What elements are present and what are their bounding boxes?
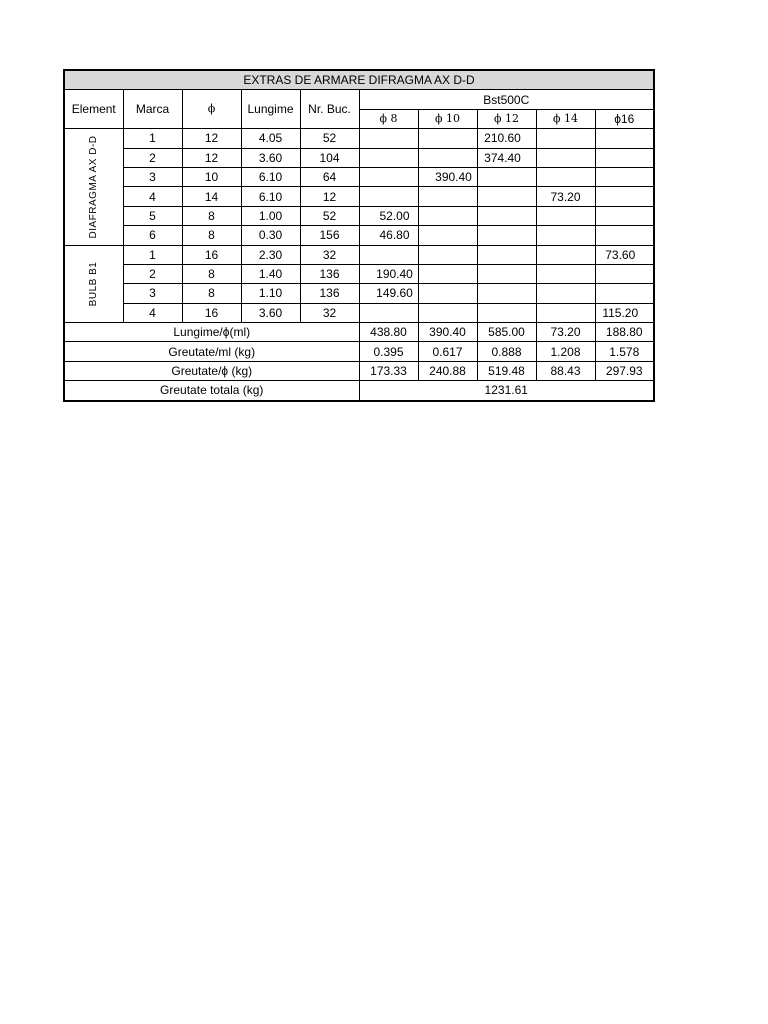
cell-phi: 12 — [182, 148, 241, 167]
cell-nr-buc: 32 — [300, 303, 359, 322]
cell-nr-buc: 52 — [300, 129, 359, 148]
summary-row — [64, 342, 654, 361]
cell-diameter-length — [359, 167, 418, 186]
header-lungime: Lungime — [241, 90, 300, 129]
table-row — [64, 303, 654, 322]
summary-value: 0.395 — [359, 342, 418, 361]
cell-diameter-length: 374.40 — [477, 148, 536, 167]
cell-phi: 10 — [182, 167, 241, 186]
cell-diameter-length — [536, 167, 595, 186]
table-row — [64, 167, 654, 186]
cell-diameter-length: 149.60 — [359, 284, 418, 303]
cell-diameter-length — [418, 148, 477, 167]
cell-diameter-length — [418, 187, 477, 206]
cell-nr-buc: 32 — [300, 245, 359, 264]
summary-value: 519.48 — [477, 361, 536, 380]
cell-nr-buc: 136 — [300, 264, 359, 283]
cell-diameter-length — [536, 264, 595, 283]
cell-marca: 4 — [123, 303, 182, 322]
table-body — [64, 129, 654, 323]
cell-diameter-length — [595, 264, 654, 283]
cell-phi: 8 — [182, 284, 241, 303]
total-row — [64, 381, 654, 401]
cell-diameter-length — [418, 264, 477, 283]
table-summary — [64, 323, 654, 401]
cell-diameter-length — [477, 167, 536, 186]
table-row — [64, 206, 654, 225]
cell-diameter-length — [477, 284, 536, 303]
cell-diameter-length: 46.80 — [359, 226, 418, 245]
cell-diameter-length: 73.20 — [536, 187, 595, 206]
cell-diameter-length — [359, 245, 418, 264]
summary-value: 173.33 — [359, 361, 418, 380]
summary-value: 0.617 — [418, 342, 477, 361]
cell-lungime: 3.60 — [241, 303, 300, 322]
element-group-label — [64, 245, 123, 323]
table-row — [64, 284, 654, 303]
cell-diameter-length: 52.00 — [359, 206, 418, 225]
cell-phi: 8 — [182, 264, 241, 283]
cell-lungime: 4.05 — [241, 129, 300, 148]
cell-phi: 8 — [182, 226, 241, 245]
cell-phi: 8 — [182, 206, 241, 225]
cell-diameter-length — [595, 226, 654, 245]
cell-marca: 6 — [123, 226, 182, 245]
cell-lungime: 6.10 — [241, 187, 300, 206]
element-group-label — [64, 129, 123, 245]
header-diameter: ϕ16 — [595, 109, 654, 128]
cell-diameter-length — [477, 303, 536, 322]
cell-diameter-length: 210.60 — [477, 129, 536, 148]
summary-value: 585.00 — [477, 323, 536, 342]
cell-diameter-length — [418, 206, 477, 225]
cell-lungime: 1.40 — [241, 264, 300, 283]
summary-label: Lungime/ϕ(ml) — [64, 323, 359, 342]
cell-diameter-length — [477, 264, 536, 283]
cell-phi: 16 — [182, 303, 241, 322]
cell-diameter-length — [477, 226, 536, 245]
cell-diameter-length — [595, 167, 654, 186]
cell-marca: 2 — [123, 148, 182, 167]
cell-diameter-length — [536, 226, 595, 245]
cell-lungime: 3.60 — [241, 148, 300, 167]
table-row — [64, 129, 654, 148]
cell-diameter-length — [536, 284, 595, 303]
total-value: 1231.61 — [359, 381, 654, 401]
cell-diameter-length — [536, 148, 595, 167]
header-diameter: ϕ 8 — [359, 109, 418, 128]
cell-lungime: 1.10 — [241, 284, 300, 303]
reinforcement-extract-table — [63, 69, 655, 402]
cell-diameter-length — [477, 206, 536, 225]
cell-diameter-length — [536, 245, 595, 264]
header-nr-buc: Nr. Buc. — [300, 90, 359, 129]
cell-diameter-length — [359, 303, 418, 322]
cell-diameter-length — [418, 226, 477, 245]
cell-diameter-length — [418, 245, 477, 264]
header-diameter: ϕ 10 — [418, 109, 477, 128]
cell-marca: 4 — [123, 187, 182, 206]
cell-marca: 3 — [123, 167, 182, 186]
cell-diameter-length — [477, 245, 536, 264]
summary-value: 1.208 — [536, 342, 595, 361]
cell-marca: 1 — [123, 245, 182, 264]
cell-diameter-length — [418, 284, 477, 303]
header-element: Element — [64, 90, 123, 129]
summary-value: 0.888 — [477, 342, 536, 361]
table-row — [64, 245, 654, 264]
table-title: EXTRAS DE ARMARE DIFRAGMA AX D-D — [64, 70, 654, 90]
cell-diameter-length — [359, 187, 418, 206]
table-row — [64, 264, 654, 283]
cell-diameter-length — [359, 148, 418, 167]
cell-diameter-length — [418, 129, 477, 148]
table-row — [64, 187, 654, 206]
cell-diameter-length — [595, 148, 654, 167]
cell-phi: 12 — [182, 129, 241, 148]
header-phi: ϕ — [182, 90, 241, 129]
cell-diameter-length — [595, 129, 654, 148]
summary-value: 188.80 — [595, 323, 654, 342]
summary-label: Greutate/ml (kg) — [64, 342, 359, 361]
cell-diameter-length — [595, 284, 654, 303]
cell-nr-buc: 52 — [300, 206, 359, 225]
cell-marca: 2 — [123, 264, 182, 283]
cell-diameter-length — [595, 187, 654, 206]
header-steel-grade: Bst500C — [359, 90, 654, 109]
cell-marca: 1 — [123, 129, 182, 148]
cell-nr-buc: 156 — [300, 226, 359, 245]
cell-marca: 5 — [123, 206, 182, 225]
cell-phi: 14 — [182, 187, 241, 206]
header-marca: Marca — [123, 90, 182, 129]
cell-diameter-length: 190.40 — [359, 264, 418, 283]
element-group-name: DIAFRAGMA AX D-D — [87, 135, 99, 239]
summary-value: 240.88 — [418, 361, 477, 380]
cell-diameter-length — [359, 129, 418, 148]
header-diameter: ϕ 12 — [477, 109, 536, 128]
element-group-name: BULB B1 — [87, 261, 99, 307]
cell-lungime: 1.00 — [241, 206, 300, 225]
summary-value: 438.80 — [359, 323, 418, 342]
cell-nr-buc: 64 — [300, 167, 359, 186]
summary-value: 73.20 — [536, 323, 595, 342]
cell-diameter-length — [536, 129, 595, 148]
cell-nr-buc: 12 — [300, 187, 359, 206]
total-label: Greutate totala (kg) — [64, 381, 359, 401]
summary-label: Greutate/ϕ (kg) — [64, 361, 359, 380]
summary-row — [64, 361, 654, 380]
cell-lungime: 6.10 — [241, 167, 300, 186]
cell-lungime: 0.30 — [241, 226, 300, 245]
header-diameter: ϕ 14 — [536, 109, 595, 128]
cell-diameter-length — [477, 187, 536, 206]
cell-diameter-length — [595, 206, 654, 225]
cell-phi: 16 — [182, 245, 241, 264]
cell-diameter-length — [536, 206, 595, 225]
summary-value: 1.578 — [595, 342, 654, 361]
summary-value: 390.40 — [418, 323, 477, 342]
cell-diameter-length: 73.60 — [595, 245, 654, 264]
cell-diameter-length: 390.40 — [418, 167, 477, 186]
cell-diameter-length — [418, 303, 477, 322]
table-row — [64, 226, 654, 245]
summary-row — [64, 323, 654, 342]
summary-value: 88.43 — [536, 361, 595, 380]
cell-lungime: 2.30 — [241, 245, 300, 264]
table-row — [64, 148, 654, 167]
cell-diameter-length: 115.20 — [595, 303, 654, 322]
cell-marca: 3 — [123, 284, 182, 303]
cell-nr-buc: 104 — [300, 148, 359, 167]
cell-nr-buc: 136 — [300, 284, 359, 303]
cell-diameter-length — [536, 303, 595, 322]
summary-value: 297.93 — [595, 361, 654, 380]
